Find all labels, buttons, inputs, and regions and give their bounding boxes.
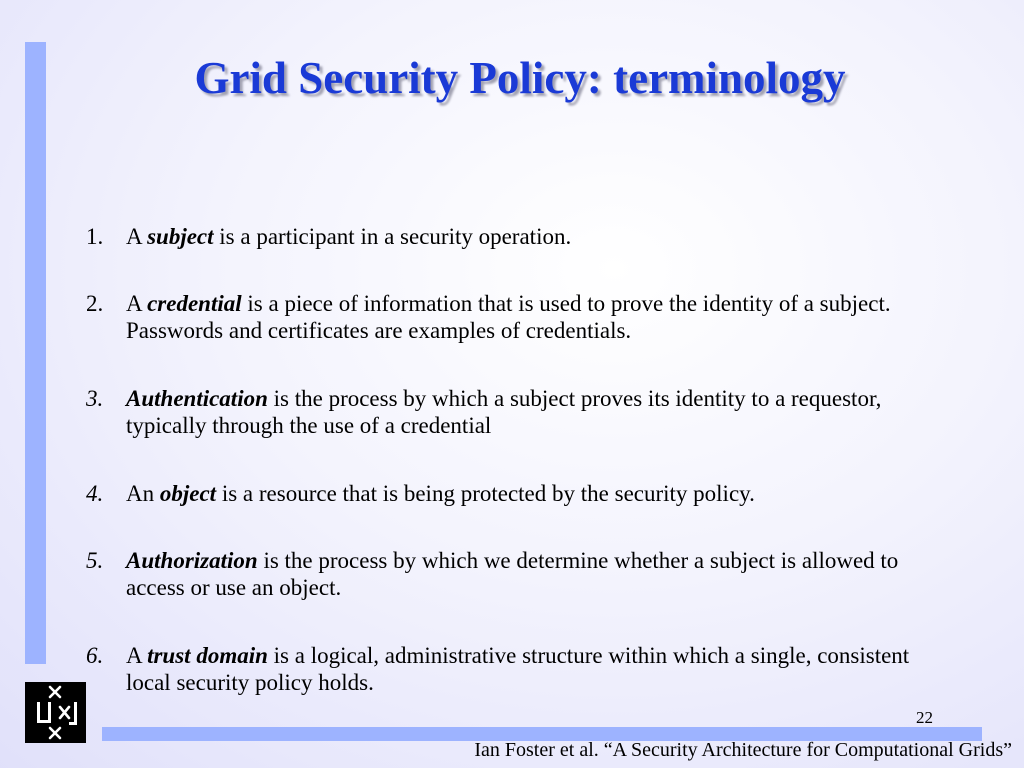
item-text (126, 385, 956, 439)
item-text (126, 290, 956, 344)
item-text (126, 547, 956, 601)
university-logo-graphic (25, 682, 86, 743)
list-item (86, 385, 956, 439)
source-citation: Ian Foster et al. “A Security Architecture for Computational Grids” (474, 739, 1012, 761)
item-number: 5. (86, 548, 104, 573)
item-definition: is the process by which we determine whether a subject is allowed to access or use an object. (126, 548, 899, 600)
item-number: 1. (86, 224, 104, 249)
list-item (86, 547, 956, 601)
item-definition: is a resource that is being protected by the security policy. (216, 481, 755, 506)
item-article: An (126, 481, 155, 506)
side-accent-bar (25, 42, 46, 664)
item-definition: is a logical, administrative structure within which a single, consistent local security policy holds. (126, 643, 910, 695)
list-item (86, 642, 956, 696)
item-number: 6. (86, 643, 104, 668)
item-text (126, 642, 956, 696)
list-item (86, 290, 956, 344)
item-text (126, 223, 956, 250)
page-number: 22 (916, 708, 933, 727)
list-item (86, 480, 956, 507)
item-term: Authentication (126, 386, 268, 411)
item-text (126, 480, 956, 507)
item-term: Authorization (126, 548, 258, 573)
item-term: subject (147, 224, 214, 249)
item-term: trust domain (147, 643, 268, 668)
item-article: A (126, 224, 142, 249)
item-definition: is a participant in a security operation. (213, 224, 572, 249)
list-item (86, 223, 956, 250)
item-definition: is a piece of information that is used to prove the identity of a subject. Passwords and certificates are examples of credentials. (126, 291, 891, 343)
item-number: 3. (86, 386, 104, 411)
item-term: object (159, 481, 217, 506)
university-logo-icon (25, 682, 86, 743)
item-article: A (126, 291, 142, 316)
slide-title: Grid Security Policy: terminology (194, 53, 846, 103)
item-number: 4. (86, 481, 104, 506)
item-article: A (126, 643, 142, 668)
terminology-list (86, 223, 956, 737)
item-number: 2. (86, 291, 104, 316)
item-term: credential (147, 291, 242, 316)
item-definition: is the process by which a subject proves its identity to a requestor, typically through the use of a credential (126, 386, 882, 438)
